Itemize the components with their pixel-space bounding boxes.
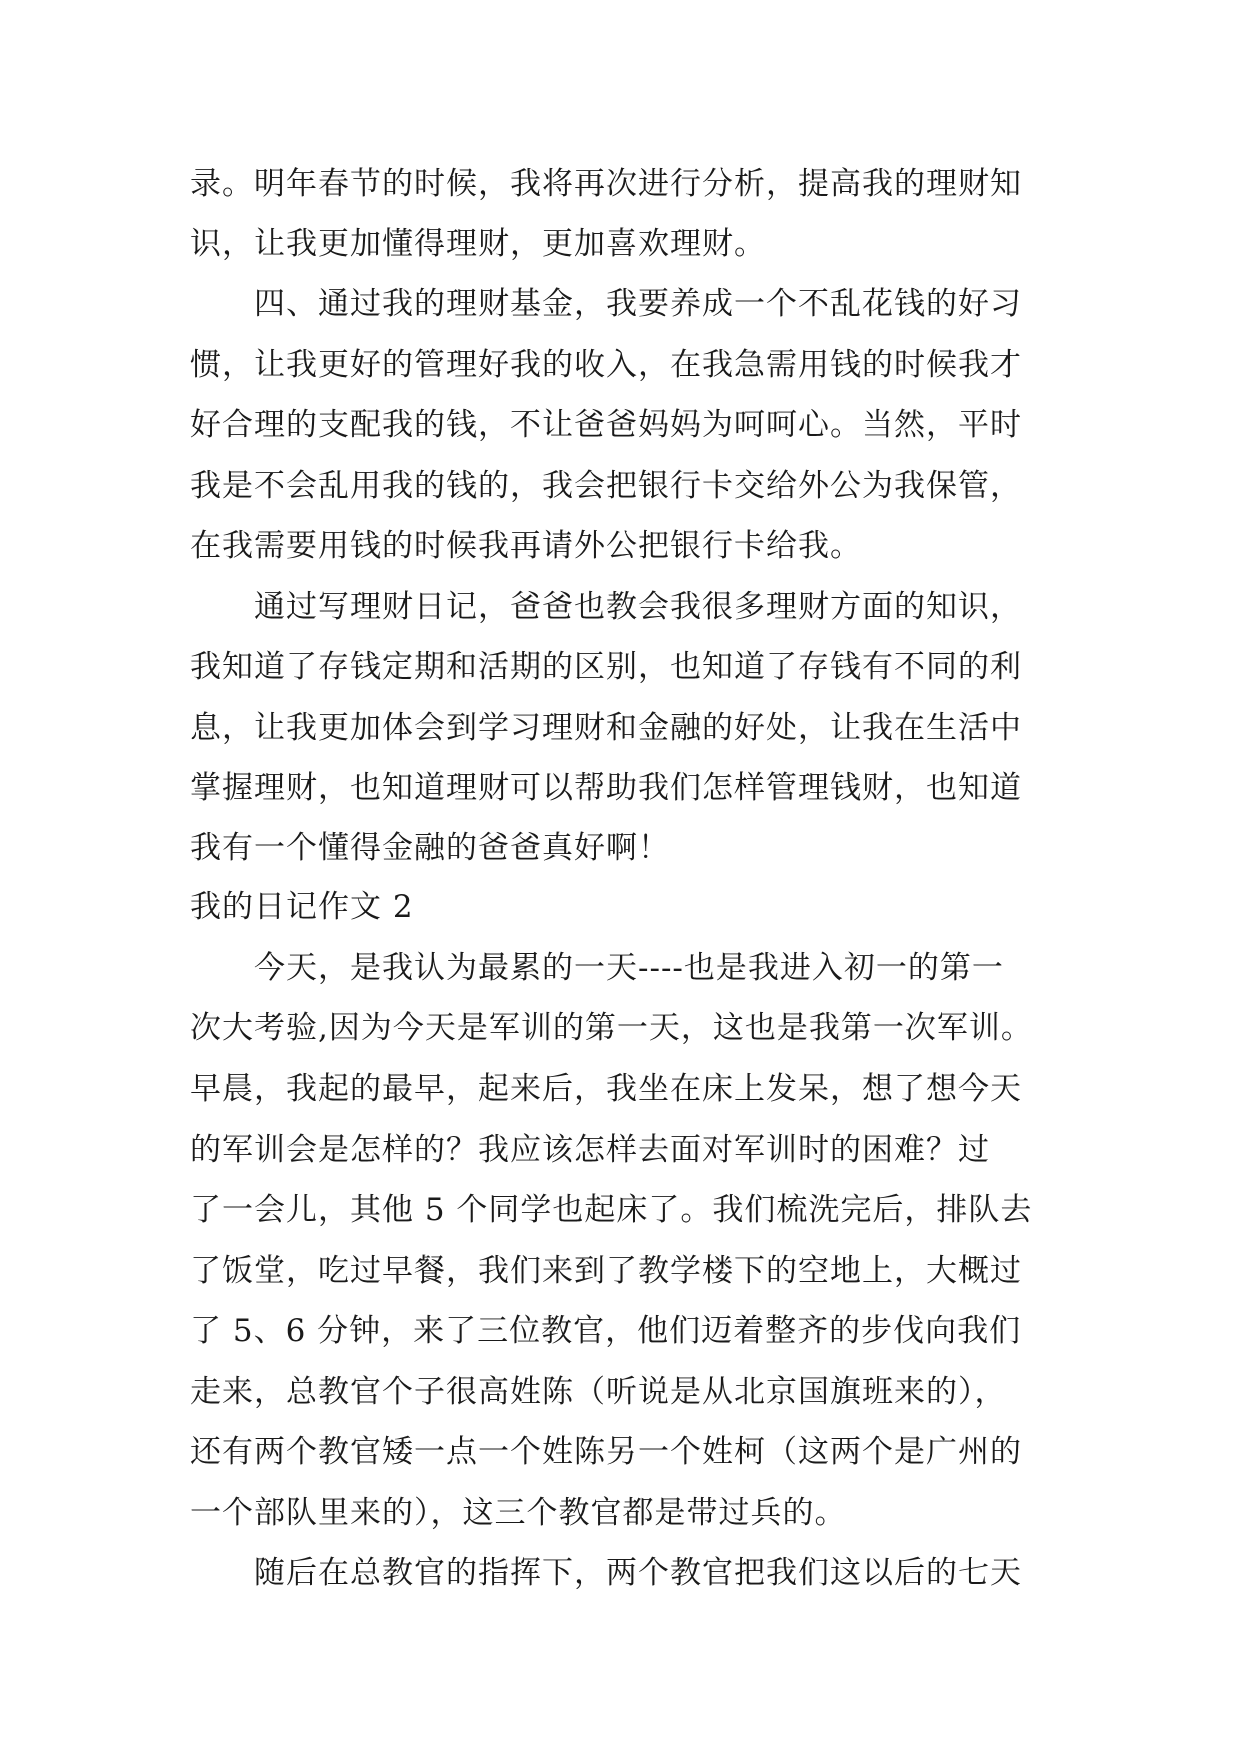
text-line: 了 5、6 分钟，来了三位教官，他们迈着整齐的步伐向我们 — [190, 1313, 1022, 1349]
text-line: 还有两个教官矮一点一个姓陈另一个姓柯（这两个是广州的 — [190, 1434, 1022, 1470]
text-line: 息，让我更加体会到学习理财和金融的好处，让我在生活中 — [190, 710, 1022, 746]
text-line: 走来，总教官个子很高姓陈（听说是从北京国旗班来的）， — [190, 1374, 1007, 1410]
text-line: 的军训会是怎样的？我应该怎样去面对军训时的困难？过 — [190, 1132, 990, 1168]
section-heading: 我的日记作文 2 — [190, 889, 414, 925]
text-line: 了一会儿，其他 5 个同学也起床了。我们梳洗完后，排队去 — [190, 1192, 1033, 1228]
text-line: 掌握理财，也知道理财可以帮助我们怎样管理钱财，也知道 — [190, 770, 1022, 806]
text-line: 次大考验,因为今天是军训的第一天，这也是我第一次军训。 — [190, 1010, 1033, 1046]
text-line: 早晨，我起的最早，起来后，我坐在床上发呆，想了想今天 — [190, 1071, 1022, 1107]
text-line: 了饭堂，吃过早餐，我们来到了教学楼下的空地上，大概过 — [190, 1253, 1022, 1289]
text-line: 我是不会乱用我的钱的，我会把银行卡交给外公为我保管， — [190, 468, 1022, 504]
text-line: 好合理的支配我的钱，不让爸爸妈妈为呵呵心。当然，平时 — [190, 407, 1022, 443]
paragraph-start-line: 今天，是我认为最累的一天----也是我进入初一的第一 — [254, 950, 1004, 986]
paragraph-start-line: 通过写理财日记，爸爸也教会我很多理财方面的知识， — [254, 589, 1022, 625]
text-line: 我有一个懂得金融的爸爸真好啊！ — [190, 830, 670, 866]
text-line: 识，让我更加懂得理财，更加喜欢理财。 — [190, 226, 766, 262]
text-line: 一个部队里来的），这三个教官都是带过兵的。 — [190, 1495, 847, 1531]
text-line: 在我需要用钱的时候我再请外公把银行卡给我。 — [190, 528, 862, 564]
text-line: 录。明年春节的时候，我将再次进行分析，提高我的理财知 — [190, 166, 1022, 202]
text-line: 惯，让我更好的管理好我的收入，在我急需用钱的时候我才 — [190, 347, 1022, 383]
text-line: 我知道了存钱定期和活期的区别，也知道了存钱有不同的利 — [190, 649, 1022, 685]
paragraph-start-line: 四、通过我的理财基金，我要养成一个不乱花钱的好习 — [254, 286, 1022, 322]
paragraph-start-line: 随后在总教官的指挥下，两个教官把我们这以后的七天 — [254, 1555, 1022, 1591]
